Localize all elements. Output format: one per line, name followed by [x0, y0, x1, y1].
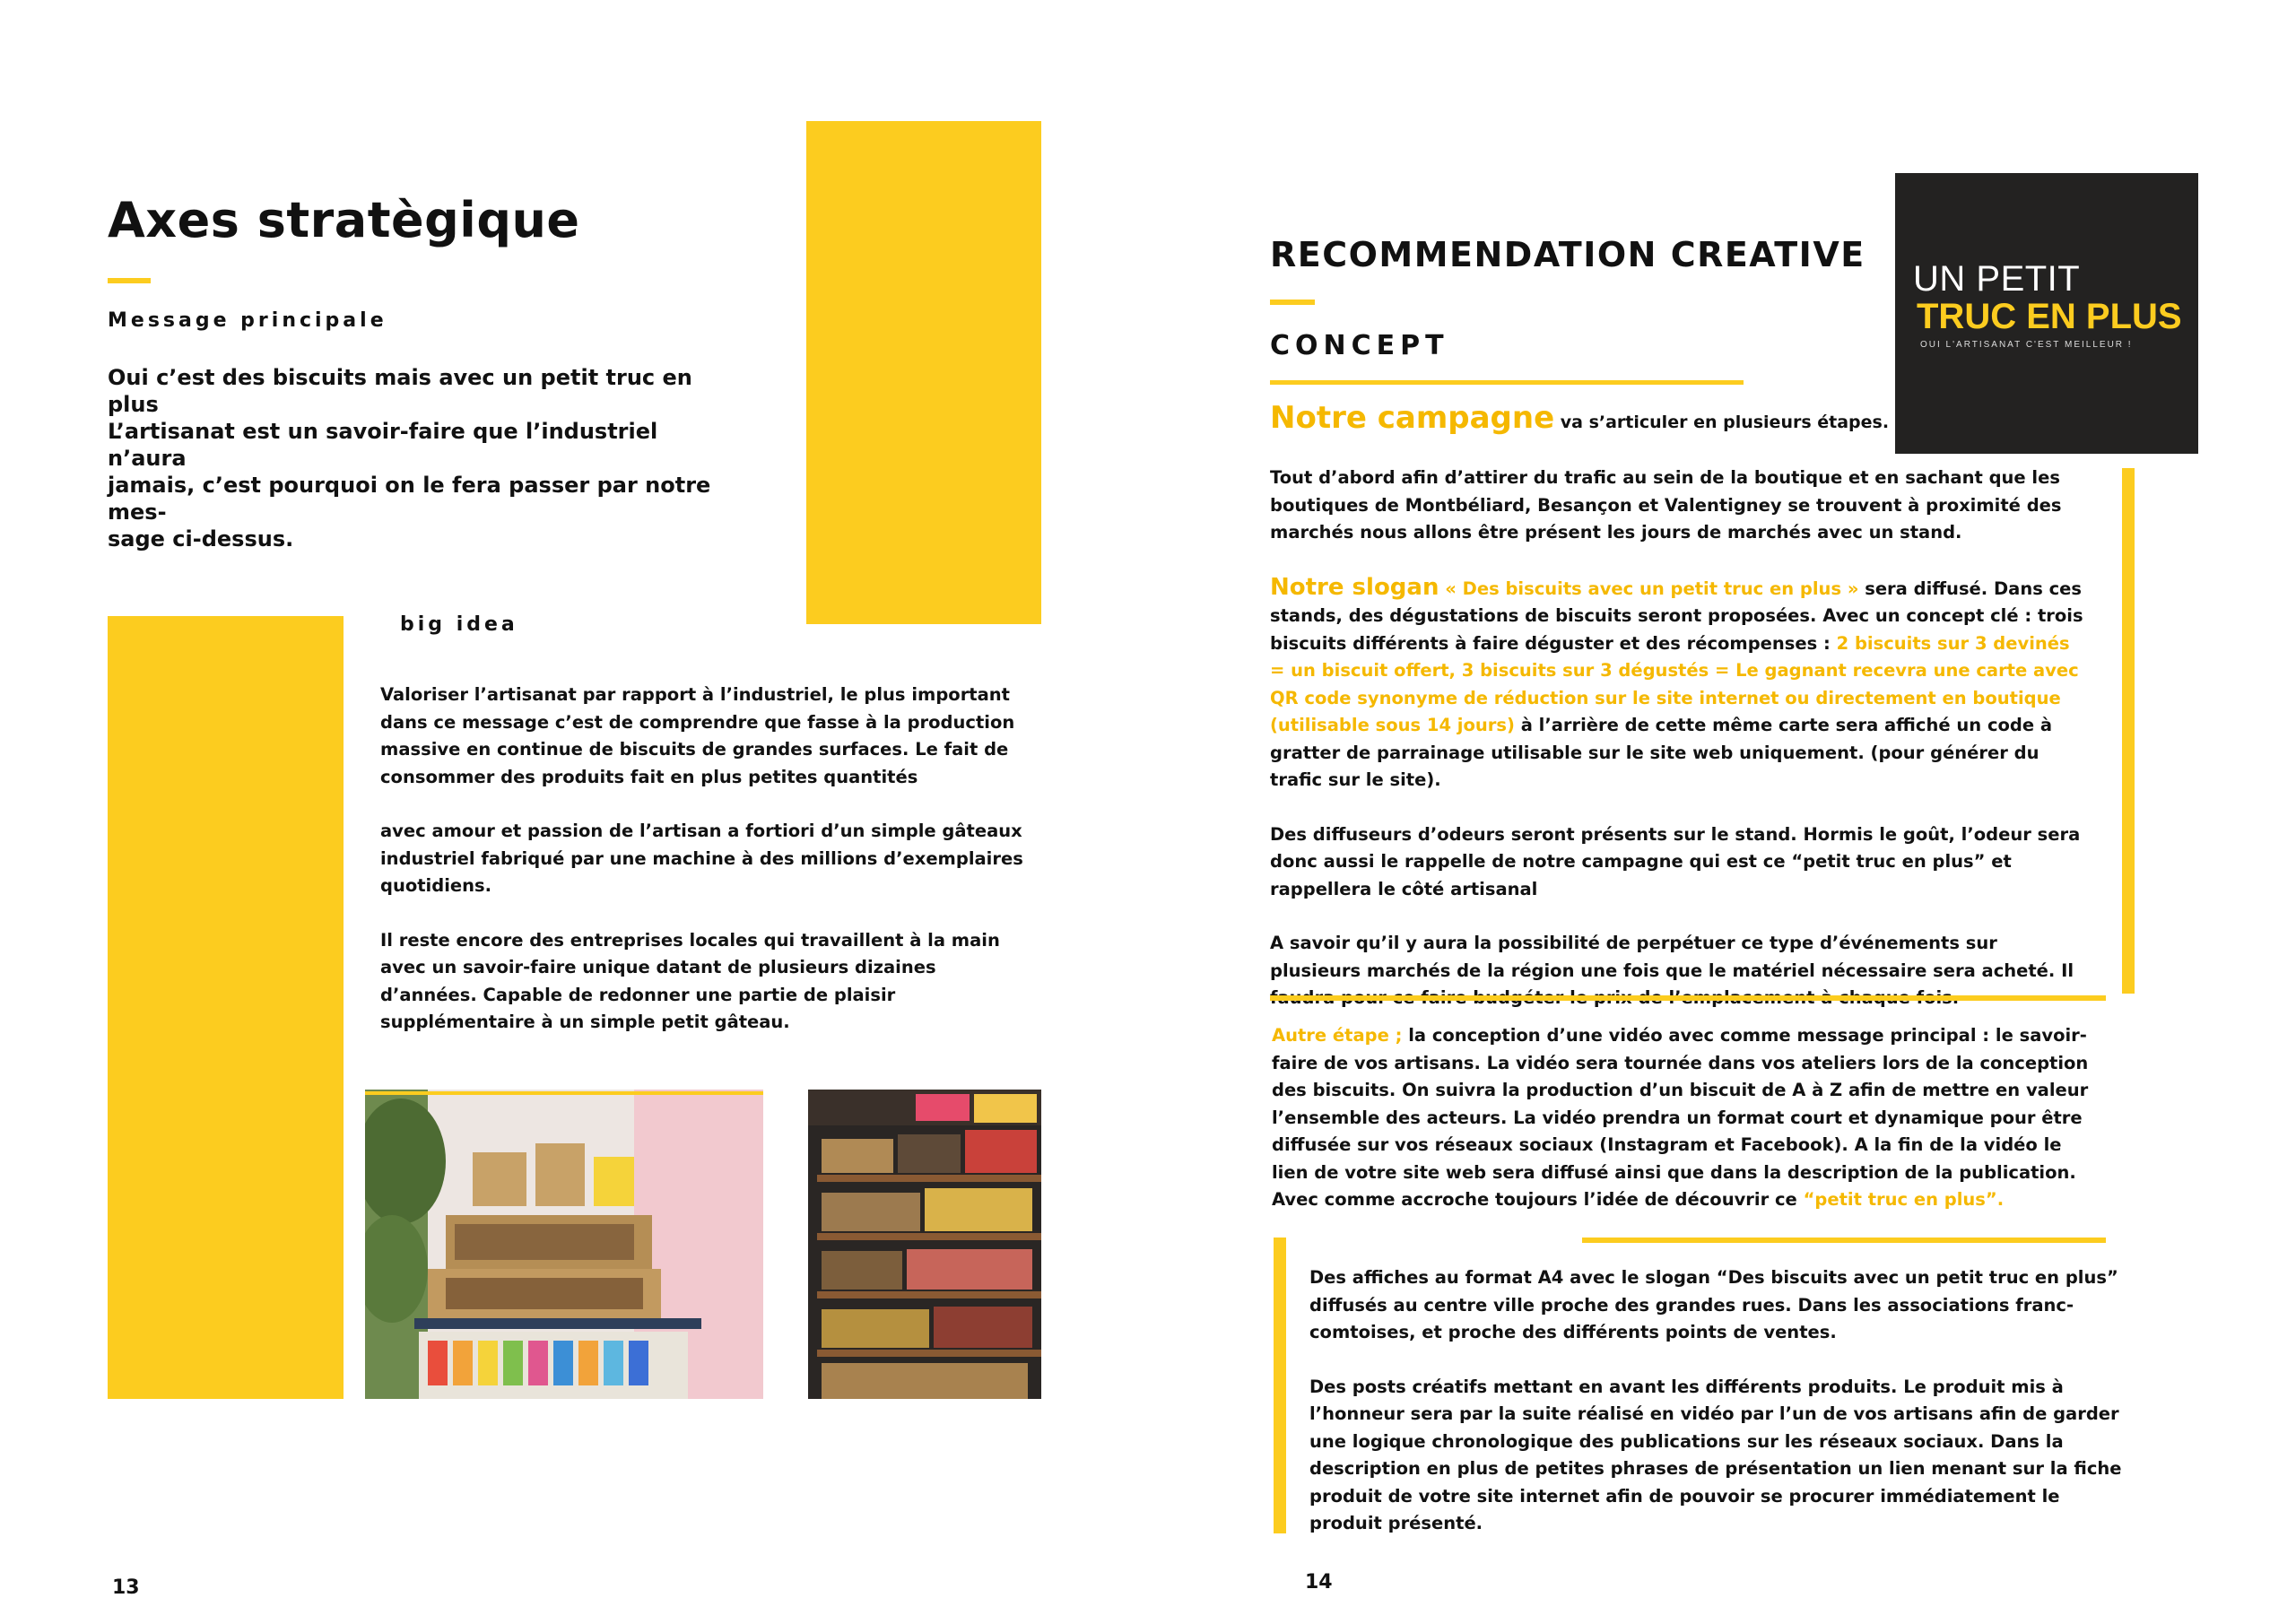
big-idea-paragraph: Il reste encore des entreprises locales qui travaillent à la main avec un savoir-faire unique datant de plusieurs dizaines d’années. Capable de redonner une partie de plaisir supplémentaire à un simple petit gâteau.: [380, 929, 1000, 1032]
video-step-text: [1272, 1022, 2090, 1214]
lead-line: L’artisanat est un savoir-faire que l’industriel n’aura: [108, 419, 658, 471]
photo-shop-display: [365, 1090, 763, 1399]
concept-label: CONCEPT: [1270, 330, 1449, 361]
slogan-text: sera diffusé. Dans ces stands, des dégustations de biscuits seront proposées. Avec un concept clé : trois biscuits différents à faire déguster et des récompenses :: [1270, 578, 2083, 654]
campaign-rest: va s’articuler en plusieurs étapes.: [1554, 413, 1890, 432]
etape-highlight: “petit truc en plus”.: [1803, 1189, 2005, 1210]
slogan-paragraph: [1270, 574, 2086, 795]
decor-bar-right: [2122, 468, 2135, 994]
campaign-highlight: Notre campagne: [1270, 400, 1555, 436]
big-idea-paragraph: avec amour et passion de l’artisan a fortiori d’un simple gâteaux industriel fabriqué par une machine à des millions d’exemplaires quotidiens.: [380, 821, 1023, 896]
etape-text: la conception d’une vidéo avec comme message principal : le savoir-faire de vos artisans. La vidéo sera tournée dans vos ateliers lors de la conception des biscuits. On suivra la production d’un biscuit de A à Z afin de mettre en valeur l’ensemble des acteurs. La vidéo prendra un format court et dynamique pour être diffusée sur vos réseaux sociaux (Instagram et Facebook). A la fin de la vidéo le lien de votre site web sera diffusé ainsi que dans la description de la publication. Avec comme accroche toujours l’idée de découvrir ce: [1272, 1025, 2089, 1210]
campaign-steps-text: [1270, 465, 2086, 1012]
decor-bar-box: [1274, 1238, 1286, 1533]
etape-paragraph: [1272, 1022, 2090, 1214]
etape-label: Autre étape ;: [1272, 1025, 1403, 1046]
big-idea-label: big idea: [400, 613, 518, 636]
slogan-label: Notre slogan: [1270, 573, 1439, 601]
lead-line: Oui c’est des biscuits mais avec un petit truc en plus: [108, 365, 692, 417]
posters-posts-text: [1309, 1264, 2127, 1538]
campaign-line: [1270, 400, 1889, 436]
decor-rule-2: [1582, 1238, 2106, 1243]
decor-yellow-rect-top: [806, 121, 1041, 624]
slogan-highlight: 2 biscuits sur 3 devinés = un biscuit offert, 3 biscuits sur 3 dégustés = Le gagnant recevra une carte avec QR code synonyme de réduction sur le site internet ou directement en boutique (utilisable sous 14 jours): [1270, 632, 2079, 735]
campaign-logo: [1895, 173, 2198, 454]
page-number-right: 14: [1305, 1571, 1333, 1594]
page-number-left: 13: [112, 1576, 140, 1599]
slogan-quote: « Des biscuits avec un petit truc en plus »: [1439, 578, 1859, 599]
decor-rule-1: [1270, 995, 2106, 1001]
body-paragraph: Tout d’abord afin d’attirer du trafic au sein de la boutique et en sachant que les boutiques de Montbéliard, Besançon et Valentigney se trouvent à proximité des marchés nous allons être présent les jours de marchés avec un stand.: [1270, 467, 2062, 543]
message-label: Message principale: [108, 309, 387, 332]
lead-line: jamais, c’est pourquoi on le fera passer par notre mes-: [108, 473, 711, 525]
page-title-left: Axes stratègique: [108, 192, 580, 248]
title-underline-right: [1270, 300, 1315, 305]
big-idea-text: [380, 682, 1026, 1037]
slogan-text: à l’arrière de cette même carte sera affiché un code à gratter de parrainage utilisable sur le site web uniquement. (pour générer du trafic sur le site).: [1270, 715, 2053, 790]
box-paragraph: Des affiches au format A4 avec le slogan “Des biscuits avec un petit truc en plus” diffusés au centre ville proche des grandes rues. Dans les associations franc-comtoises, et proche des différents points de ventes.: [1309, 1267, 2118, 1342]
concept-underline: [1270, 380, 1744, 385]
title-underline-left: [108, 278, 151, 283]
big-idea-paragraph: Valoriser l’artisanat par rapport à l’industriel, le plus important dans ce message c’est de comprendre que fasse à la production massive en continue de biscuits de grandes surfaces. Le fait de consommer des produits fait en plus petites quantités: [380, 684, 1015, 787]
lead-line: sage ci-dessus.: [108, 526, 294, 551]
body-paragraph: A savoir qu’il y aura la possibilité de perpétuer ce type d’événements sur plusieurs marchés de la région une fois que le matériel nécessaire sera acheté. Il: [1270, 933, 2074, 981]
lead-message: [108, 364, 735, 552]
box-paragraph: Des posts créatifs mettant en avant les différents produits. Le produit mis à l’honneur sera par la suite réalisé en vidéo par l’un de vos artisans afin de garder une logique chronologique des publications sur les réseaux sociaux. Dans la description en plus de petites phrases de présentation un lien menant sur la fiche produit de votre site internet afin de pouvoir se procurer immédiatement le produit présenté.: [1309, 1376, 2122, 1533]
photo-shop-shelves: [808, 1090, 1041, 1399]
logo-line-2: TRUC EN PLUS: [1917, 297, 2182, 336]
logo-line-1: UN PETIT: [1913, 259, 2081, 299]
body-paragraph: Des diffuseurs d’odeurs seront présents sur le stand. Hormis le goût, l’odeur sera donc aussi le rappelle de notre campagne qui est ce “petit truc en plus” et rappellera le côté artisanal: [1270, 823, 2081, 899]
decor-yellow-rect-left: [108, 616, 344, 1399]
logo-tagline: OUI L'ARTISANAT C'EST MEILLEUR !: [1920, 340, 2133, 350]
page-title-right: RECOMMENDATION CREATIVE: [1270, 235, 1866, 274]
